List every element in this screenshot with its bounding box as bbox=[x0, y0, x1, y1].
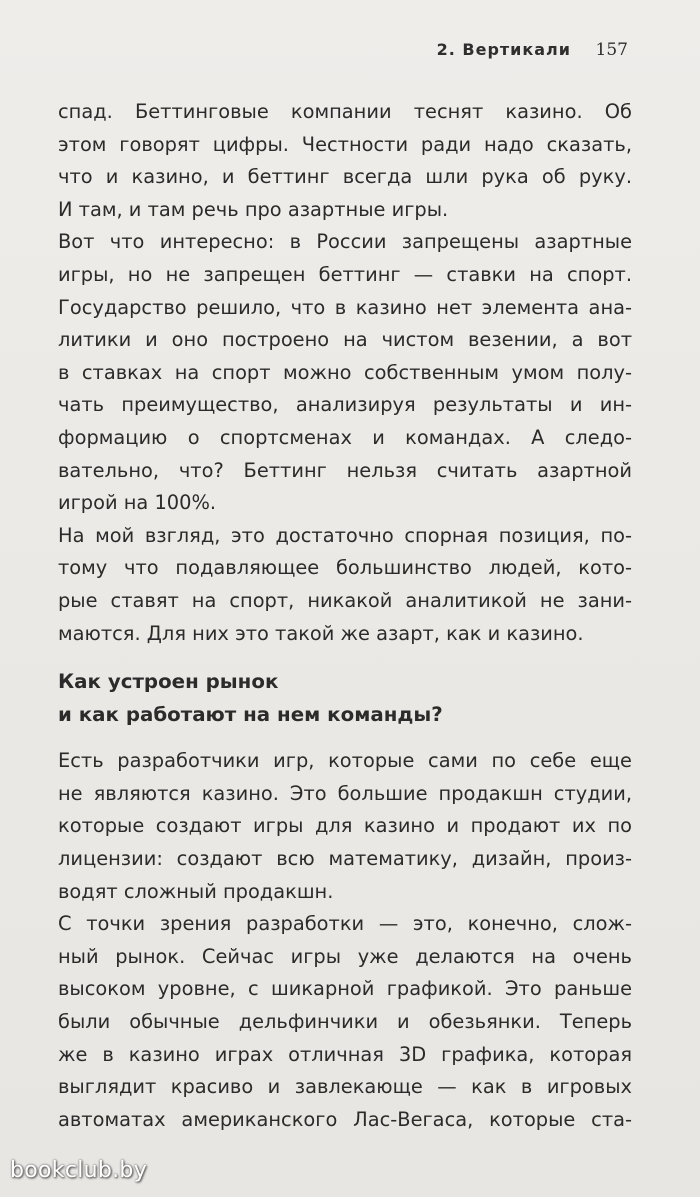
text-line: формацию о спортсменах и командах. А следо- bbox=[58, 425, 632, 449]
text-line: С точки зрения разработки — это, конечно, слож- bbox=[58, 912, 632, 936]
chapter-title: 2. Вертикали bbox=[436, 40, 571, 59]
spacer bbox=[58, 731, 632, 745]
text-line: игрой на 100%. bbox=[58, 491, 217, 515]
text-line: не являются казино. Это большие продакшн студии, bbox=[58, 781, 632, 805]
paragraph-3 bbox=[58, 520, 632, 650]
text-line: маются. Для них это такой же азарт, как и казино. bbox=[58, 621, 584, 645]
paragraph-4 bbox=[58, 745, 632, 908]
text-line: И там, и там речь про азартные игры. bbox=[58, 197, 449, 221]
text-line: лицензии: создают всю математику, дизайн, произ- bbox=[58, 847, 632, 871]
section-heading bbox=[58, 666, 632, 731]
text-line: высоком уровне, с шикарной графикой. Это раньше bbox=[58, 977, 632, 1001]
text-line: рые ставят на спорт, никакой аналитикой не зани- bbox=[58, 588, 632, 612]
text-line: этом говорят цифры. Честности ради надо сказать, bbox=[58, 132, 632, 156]
watermark-logo: bookclub.by bbox=[10, 1158, 148, 1183]
text-line: в ставках на спорт можно собственным умом полу- bbox=[58, 360, 632, 384]
text-line: выглядит красиво и завлекающе — как в игровых bbox=[58, 1075, 632, 1099]
text-line: водят сложный продакшн. bbox=[58, 879, 334, 903]
paragraph-2 bbox=[58, 226, 632, 519]
text-line: же в казино играх отличная 3D графика, которая bbox=[58, 1042, 632, 1066]
text-line: автоматах американского Лас-Вегаса, которые ста- bbox=[58, 1107, 632, 1131]
text-line: которые создают игры для казино и продают их по bbox=[58, 814, 632, 838]
heading-line: Как устроен рынок bbox=[58, 670, 279, 694]
text-line: ный рынок. Сейчас игры уже делаются на очень bbox=[58, 944, 632, 968]
text-line: литики и оно построено на чистом везении, а вот bbox=[58, 328, 632, 352]
running-head bbox=[437, 40, 628, 60]
text-line: чать преимущество, анализируя результаты и ин- bbox=[58, 393, 632, 417]
spacer bbox=[58, 650, 632, 666]
page-number: 157 bbox=[595, 40, 628, 60]
text-line: Есть разработчики игр, которые сами по себе еще bbox=[58, 749, 632, 773]
text-line: тому что подавляющее большинство людей, кото- bbox=[58, 556, 632, 580]
paragraph-1 bbox=[58, 96, 632, 226]
text-line: что и казино, и беттинг всегда шли рука об руку. bbox=[58, 165, 632, 189]
text-line: На мой взгляд, это достаточно спорная позиция, по- bbox=[58, 523, 632, 547]
text-line: игры, но не запрещен беттинг — ставки на спорт. bbox=[58, 262, 632, 286]
heading-line: и как работают на нем команды? bbox=[58, 702, 443, 726]
text-line: Вот что интересно: в России запрещены азартные bbox=[58, 230, 632, 254]
paragraph-5 bbox=[58, 908, 632, 1136]
body-text bbox=[58, 96, 632, 1136]
text-line: вательно, что? Беттинг нельзя считать азартной bbox=[58, 458, 632, 482]
text-line: Государство решило, что в казино нет элемента ана- bbox=[58, 295, 632, 319]
text-line: были обычные дельфинчики и обезьянки. Теперь bbox=[58, 1010, 632, 1034]
text-line: спад. Беттинговые компании теснят казино. Об bbox=[58, 100, 632, 123]
